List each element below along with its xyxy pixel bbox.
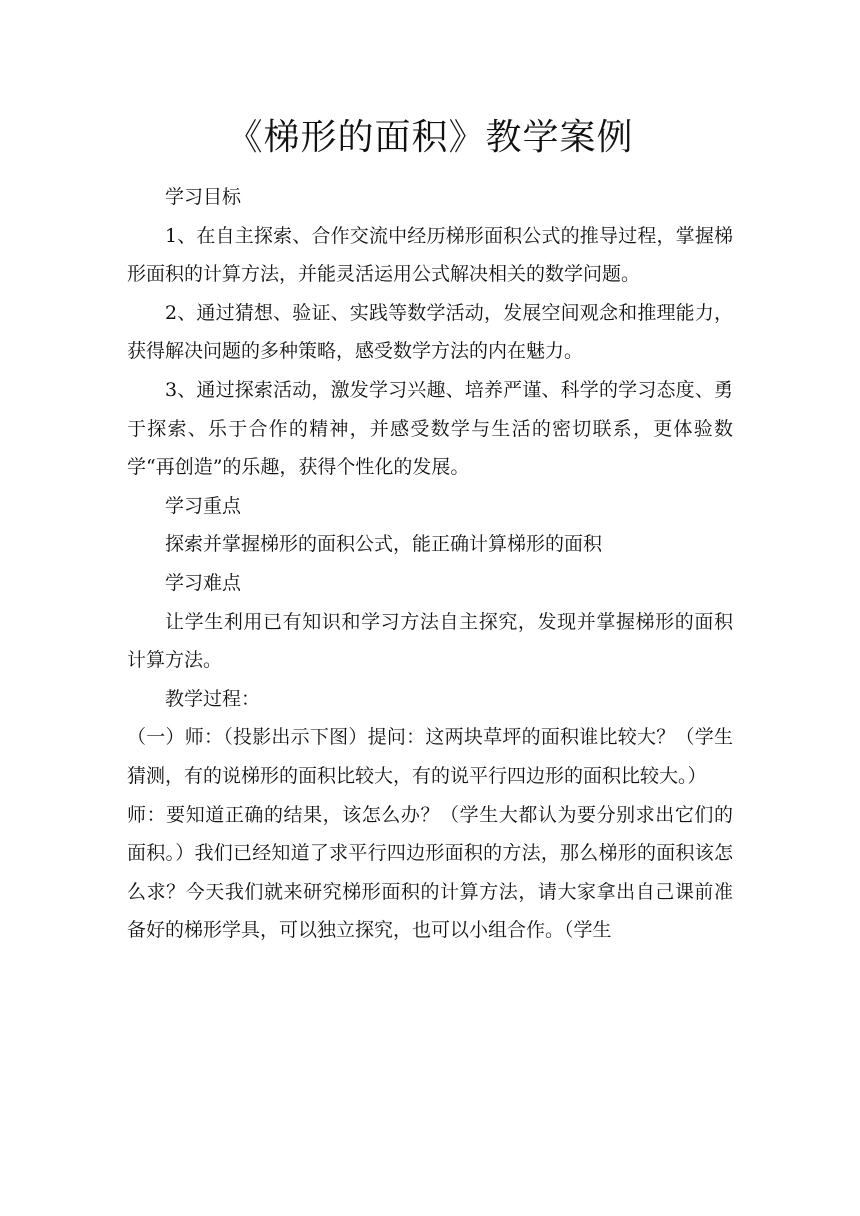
- difficulties-paragraph: 让学生利用已有知识和学习方法自主探究，发现并掌握梯形的面积计算方法。: [127, 610, 733, 672]
- document-title: 《梯形的面积》教学案例: [226, 117, 634, 158]
- key-points-paragraph: 探索并掌握梯形的面积公式，能正确计算梯形的面积: [165, 533, 603, 556]
- goal-3-paragraph: 3、通过探索活动，激发学习兴趣、培养严谨、科学的学习态度、勇于探索、乐于合作的精神，并感受数学与生活的密切联系，更体验数学“再创造”的乐趣，获得个性化的发展。: [127, 378, 733, 479]
- process-heading: 教学过程：: [165, 687, 261, 710]
- difficulties-heading: 学习难点: [165, 571, 242, 594]
- goal-1-paragraph: 1、在自主探索、合作交流中经历梯形面积公式的推导过程，掌握梯形面积的计算方法，并能灵活运用公式解决相关的数学问题。: [127, 224, 733, 286]
- goal-2-paragraph: 2、通过猜想、验证、实践等数学活动，发展空间观念和推理能力，获得解决问题的多种策略，感受数学方法的内在魅力。: [127, 301, 733, 363]
- process-2-paragraph: 师：要知道正确的结果，该怎么办？（学生大都认为要分别求出它们的面积。）我们已经知道了求平行四边形面积的方法，那么梯形的面积该怎么求？今天我们就来研究梯形面积的计算方法，请大家拿出自己课前准备好的梯形学具，可以独立探究，也可以小组合作。（学生: [127, 803, 733, 942]
- process-1-paragraph: （一）师：（投影出示下图）提问：这两块草坪的面积谁比较大？（学生猜测，有的说梯形的面积比较大，有的说平行四边形的面积比较大。）: [127, 726, 733, 787]
- key-points-heading: 学习重点: [165, 494, 242, 517]
- goals-heading: 学习目标: [165, 186, 242, 208]
- document-body: [127, 178, 733, 950]
